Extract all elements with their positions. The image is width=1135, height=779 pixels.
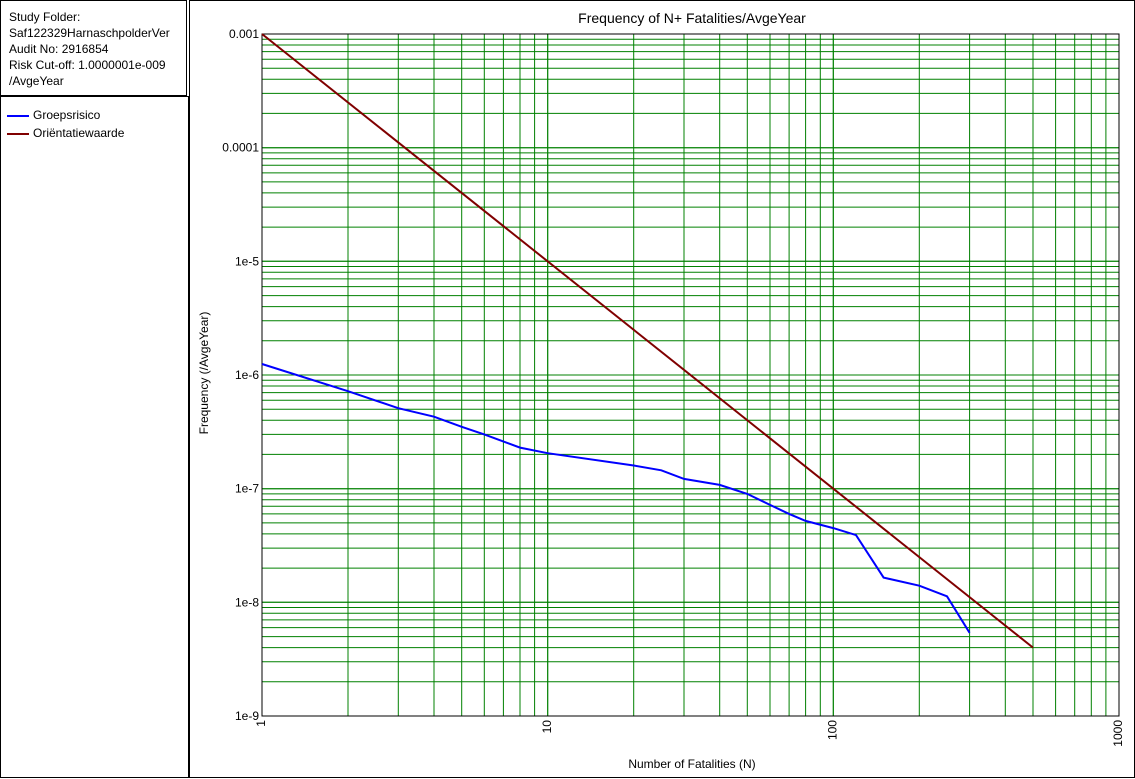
legend-label-groepsrisico: Groepsrisico bbox=[33, 108, 101, 122]
risk-cutoff: Risk Cut-off: 1.0000001e-009 bbox=[9, 58, 166, 72]
y-tick-label: 1e-8 bbox=[234, 595, 259, 610]
x-tick-label: 1 bbox=[254, 720, 269, 727]
study-info-panel bbox=[0, 0, 187, 96]
chart-title: Frequency of N+ Fatalities/AvgeYear bbox=[578, 10, 806, 26]
x-tick-label: 10 bbox=[539, 720, 554, 734]
y-tick-label: 1e-7 bbox=[234, 481, 259, 496]
y-tick-label: 1e-5 bbox=[234, 254, 259, 269]
legend-label-orientatiewaarde: Oriëntatiewaarde bbox=[33, 126, 125, 140]
legend-item-groepsrisico bbox=[1, 107, 188, 125]
chart-area bbox=[189, 0, 1135, 778]
x-axis-title: Number of Fatalities (N) bbox=[628, 757, 756, 771]
x-tick-label: 1000 bbox=[1111, 720, 1126, 747]
series-line-groepsrisico bbox=[262, 364, 970, 633]
y-tick-label: 1e-9 bbox=[234, 709, 259, 723]
study-folder-value: Saf122329HarnaschpolderVer bbox=[9, 26, 170, 40]
study-folder-label: Study Folder: bbox=[9, 10, 81, 24]
y-tick-label: 1e-6 bbox=[234, 368, 259, 382]
legend-swatch-orientatiewaarde bbox=[7, 133, 29, 135]
fn-curve-chart bbox=[190, 1, 1135, 779]
x-tick-label: 100 bbox=[825, 720, 840, 741]
chart-legend bbox=[0, 96, 189, 778]
y-axis-title: Frequency (/AvgeYear) bbox=[197, 311, 211, 435]
y-tick-label: 0.001 bbox=[228, 27, 259, 41]
risk-cutoff-unit: /AvgeYear bbox=[9, 74, 64, 88]
audit-number: Audit No: 2916854 bbox=[9, 42, 109, 56]
legend-item-orientatiewaarde bbox=[1, 125, 188, 143]
y-tick-label: 0.0001 bbox=[222, 140, 259, 155]
tick-labels bbox=[222, 27, 1125, 747]
legend-swatch-groepsrisico bbox=[7, 115, 29, 117]
